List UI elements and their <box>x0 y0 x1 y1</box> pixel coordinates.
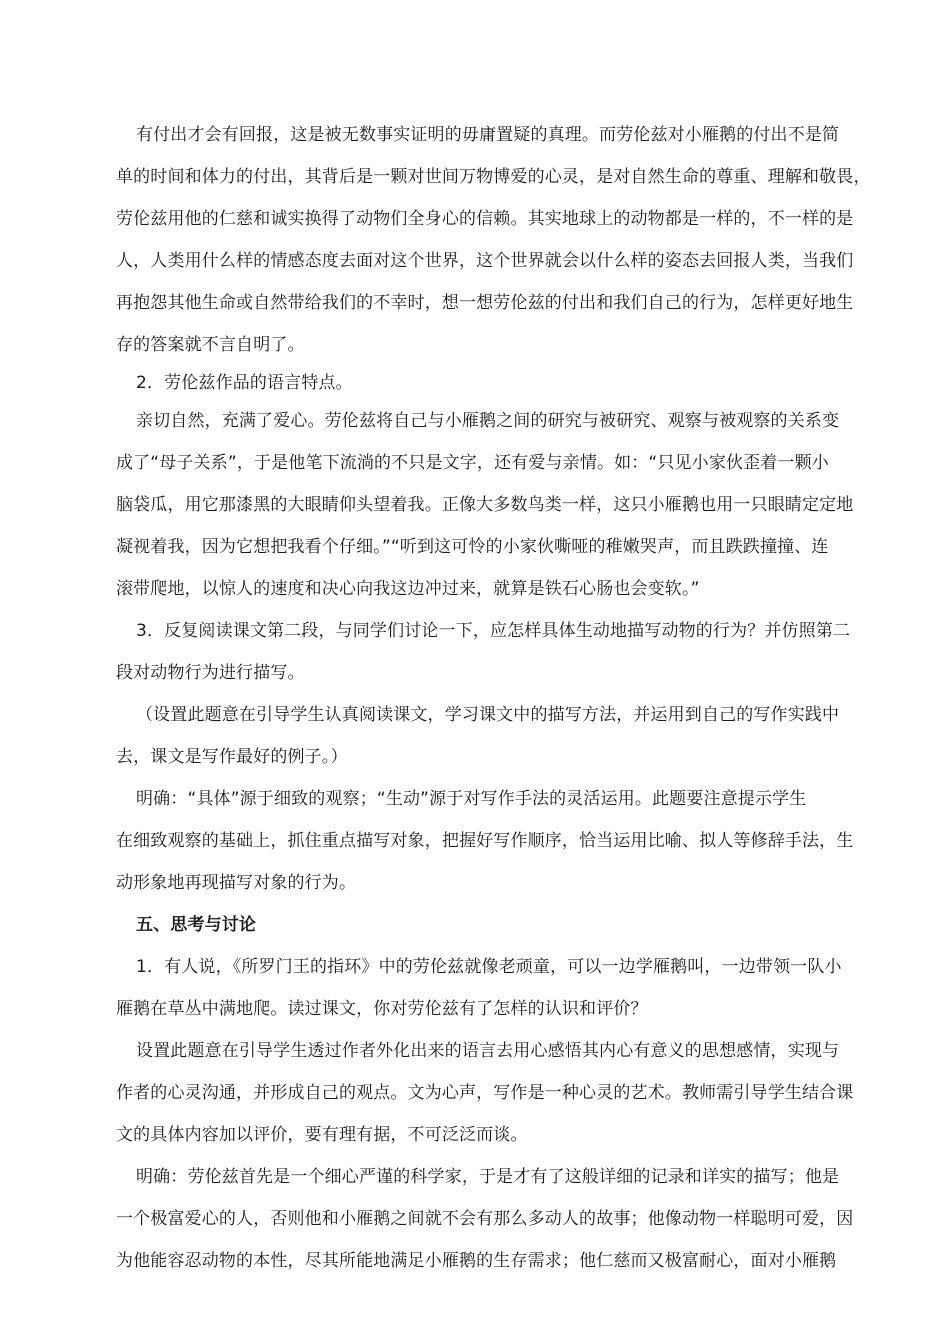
paragraph-line: 劳伦兹用他的仁慈和诚实换得了动物们全身心的信赖。其实地球上的动物都是一样的，不一样的是 <box>116 209 854 229</box>
paragraph-line: 一个极富爱心的人，否则他和小雁鹅之间就不会有那么多动人的故事；他像动物一样聪明可爱，因 <box>116 1209 854 1229</box>
paragraph-line: 凝视着我，因为它想把我看个仔细。”“听到这可怜的小家伙嘶哑的稚嫩哭声，而且跌跌撞撞、连 <box>116 537 829 557</box>
numbered-question: 1．有人说，《所罗门王的指环》中的劳伦兹就像老顽童，可以一边学雁鹅叫，一边带领一队小 <box>136 957 842 977</box>
paragraph-line: 为他能容忍动物的本性，尽其所能地满足小雁鹅的生存需求；他仁慈而又极富耐心，面对小雁鹅 <box>116 1251 837 1271</box>
section-heading: 五、思考与讨论 <box>136 915 257 935</box>
paragraph-line: 亲切自然，充满了爱心。劳伦兹将自己与小雁鹅之间的研究与被研究、观察与被观察的关系变 <box>136 411 840 431</box>
paragraph-line: 雁鹅在草丛中满地爬。读过课文，你对劳伦兹有了怎样的认识和评价？ <box>116 999 648 1019</box>
paragraph-line: 文的具体内容加以评价，要有理有据，不可泛泛而谈。 <box>116 1125 528 1145</box>
paragraph-line: 设置此题意在引导学生透过作者外化出来的语言去用心感悟其内心有意义的思想感情，实现与 <box>136 1041 840 1061</box>
paragraph-line: 在细致观察的基础上，抓住重点描写对象，把握好写作顺序，恰当运用比喻、拟人等修辞手法，生 <box>116 831 854 851</box>
paragraph-line: 成了“母子关系”，于是他笔下流淌的不只是文字，还有爱与亲情。如：“只见小家伙歪着一颗小 <box>116 453 829 473</box>
numbered-question: 3．反复阅读课文第二段，与同学们讨论一下，应怎样具体生动地描写动物的行为？并仿照第二 <box>136 621 851 641</box>
paragraph-line: 有付出才会有回报，这是被无数事实证明的毋庸置疑的真理。而劳伦兹对小雁鹅的付出不是简 <box>136 125 840 145</box>
paragraph-line: 单的时间和体力的付出，其背后是一颗对世间万物博爱的心灵，是对自然生命的尊重、理解和敬畏， <box>116 167 871 187</box>
paragraph-line: 段对动物行为进行描写。 <box>116 663 305 683</box>
paragraph-line: 滚带爬地，以惊人的速度和决心向我这边冲过来，就算是铁石心肠也会变软。” <box>116 579 700 599</box>
paragraph-line: 脑袋瓜，用它那漆黑的大眼睛仰头望着我。正像大多数鸟类一样，这只小雁鹅也用一只眼睛定定地 <box>116 495 854 515</box>
paragraph-line: 人，人类用什么样的情感态度去面对这个世界，这个世界就会以什么样的姿态去回报人类，当我们 <box>116 251 854 271</box>
paragraph-line: 动形象地再现描写对象的行为。 <box>116 873 357 893</box>
paragraph-line: 存的答案就不言自明了。 <box>116 335 305 355</box>
paragraph-line: 去，课文是写作最好的例子。） <box>116 747 348 767</box>
paragraph-line: （设置此题意在引导学生认真阅读课文，学习课文中的描写方法，并运用到自己的写作实践中 <box>136 705 840 725</box>
paragraph-line: 明确：劳伦兹首先是一个细心严谨的科学家，于是才有了这般详细的记录和详实的描写；他是 <box>136 1167 840 1187</box>
paragraph-line: 作者的心灵沟通，并形成自己的观点。文为心声，写作是一种心灵的艺术。教师需引导学生结合课 <box>116 1083 854 1103</box>
numbered-question: 2．劳伦兹作品的语言特点。 <box>136 373 353 393</box>
paragraph-line: 再抱怨其他生命或自然带给我们的不幸时，想一想劳伦兹的付出和我们自己的行为，怎样更好地生 <box>116 293 854 313</box>
paragraph-line: 明确：“具体”源于细致的观察；“生动”源于对写作手法的灵活运用。此题要注意提示学生 <box>136 789 807 809</box>
